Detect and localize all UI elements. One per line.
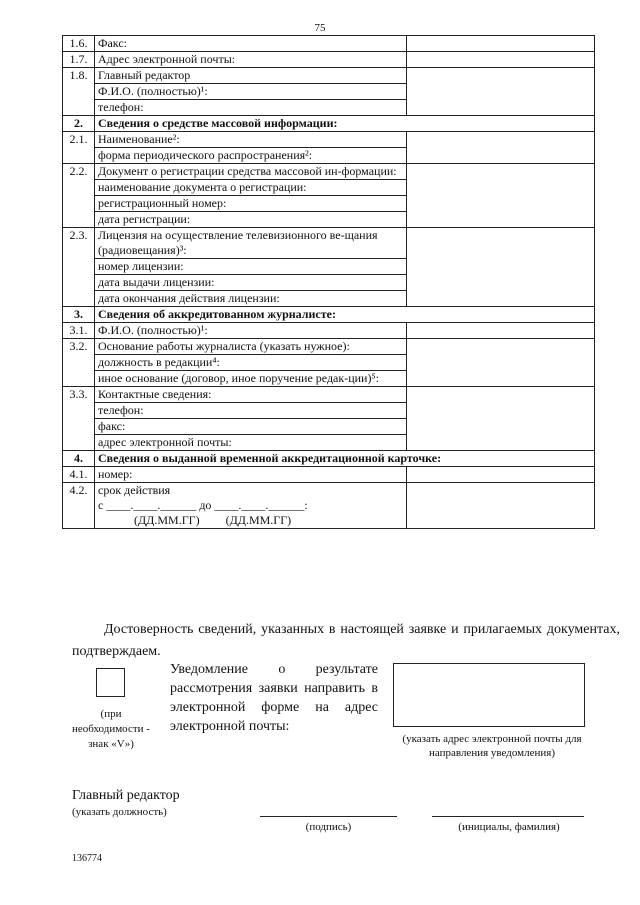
value-cell[interactable] [407,132,595,164]
value-cell[interactable] [407,228,595,307]
row-label [95,323,407,339]
value-cell[interactable] [407,339,595,387]
section-row [63,116,595,132]
row-number: 2.2. [63,164,95,228]
value-cell[interactable] [407,68,595,116]
name-label: (инициалы, фамилия) [458,821,560,833]
table-row [63,467,595,483]
table-row [63,132,595,164]
row-label: Сведения о средстве массовой информации: [95,116,595,132]
field-label: номер лицензии: [95,258,406,274]
field-label: телефон: [95,99,406,115]
row-number: 3. [63,307,95,323]
table-row [63,68,595,116]
document-code: 136774 [72,853,102,864]
row-number: 2.3. [63,228,95,307]
validity-dates: с ____.____.______ до ____.____.______: [98,498,308,512]
field-label: Ф.И.О. (полностью)¹: [95,83,406,99]
field-label: Основание работы журналиста (указать нужное): [98,339,350,353]
signature-label: (подпись) [305,821,352,833]
row-label [95,52,407,68]
page-number: 75 [314,22,326,34]
field-label: дата выдачи лицензии: [95,274,406,290]
value-cell[interactable] [407,467,595,483]
value-cell[interactable] [407,387,595,451]
row-number: 1.8. [63,68,95,116]
section-row [63,451,595,467]
row-number: 1.7. [63,52,95,68]
row-label [95,132,407,164]
field-label: регистрационный номер: [95,195,406,211]
field-label: должность в редакции⁴: [95,354,406,370]
notification-text: Уведомление о результате рассмотрения заявки направить в электронной форме на адрес электронной почты: [170,662,378,734]
date-format-hint: (ДД.ММ.ГГ) [225,513,292,527]
field-label: дата окончания действия лицензии: [95,290,406,306]
section-row [63,307,595,323]
value-cell[interactable] [407,36,595,52]
field-label: адрес электронной почты: [95,434,406,450]
table-row [63,52,595,68]
editor-position-note: (указать должность) [72,806,167,818]
row-number: 4.1. [63,467,95,483]
date-format-hints [98,513,403,528]
table-row [63,164,595,228]
application-form-table [62,35,595,529]
field-label: телефон: [95,402,406,418]
field-label: форма периодического распространения²: [95,147,406,163]
field-label: Документ о регистрации средства массовой ин-формации: [98,164,397,178]
row-label [95,339,407,387]
field-label: Адрес электронной почты: [98,52,236,66]
value-cell[interactable] [407,52,595,68]
table-row [63,483,595,529]
signature-line[interactable] [260,816,397,817]
field-label: срок действия [98,483,171,497]
row-number: 1.6. [63,36,95,52]
field-label: Ф.И.О. (полностью)¹: [98,323,208,337]
field-label: Наименование²: [98,132,180,146]
name-line[interactable] [432,816,584,817]
row-label [95,36,407,52]
row-number: 2.1. [63,132,95,164]
value-cell[interactable] [407,323,595,339]
checkbox-note: (при необходимости - знак «V») [72,708,150,750]
field-label: факс: [95,418,406,434]
value-cell[interactable] [407,483,595,529]
table-row [63,339,595,387]
field-label: Лицензия на осуществление телевизионного ве-щания (радиовещания)³: [98,228,378,257]
row-number: 3.1. [63,323,95,339]
editor-title: Главный редактор [72,788,180,803]
field-label: иное основание (договор, иное поручение редак-ции)⁵: [95,370,406,386]
date-format-hint: (ДД.ММ.ГГ) [134,513,200,527]
row-label [95,467,407,483]
field-label: номер: [98,467,133,481]
field-label: Факс: [98,36,127,50]
field-label: Главный редактор [98,68,191,82]
row-label: Сведения о выданной временной аккредитационной карточке: [95,451,595,467]
field-label: наименование документа о регистрации: [95,179,406,195]
email-input-box[interactable] [393,663,585,727]
table-row [63,387,595,451]
confirmation-statement: Достоверность сведений, указанных в настоящей заявке и прилагаемых документах, подтверждаем. [72,622,620,659]
notification-checkbox[interactable] [96,668,125,697]
row-number: 4.2. [63,483,95,529]
row-label [95,387,407,451]
row-number: 3.2. [63,339,95,387]
table-row [63,228,595,307]
row-number: 2. [63,116,95,132]
email-note: (указать адрес электронной почты для направления уведомления) [402,733,582,759]
row-label [95,228,407,307]
table-row [63,36,595,52]
row-label [95,164,407,228]
row-number: 4. [63,451,95,467]
row-label: Сведения об аккредитованном журналисте: [95,307,595,323]
field-label: дата регистрации: [95,211,406,227]
row-label [95,483,407,529]
row-label [95,68,407,116]
table-row [63,323,595,339]
field-label: Контактные сведения: [98,387,212,401]
value-cell[interactable] [407,164,595,228]
row-number: 3.3. [63,387,95,451]
